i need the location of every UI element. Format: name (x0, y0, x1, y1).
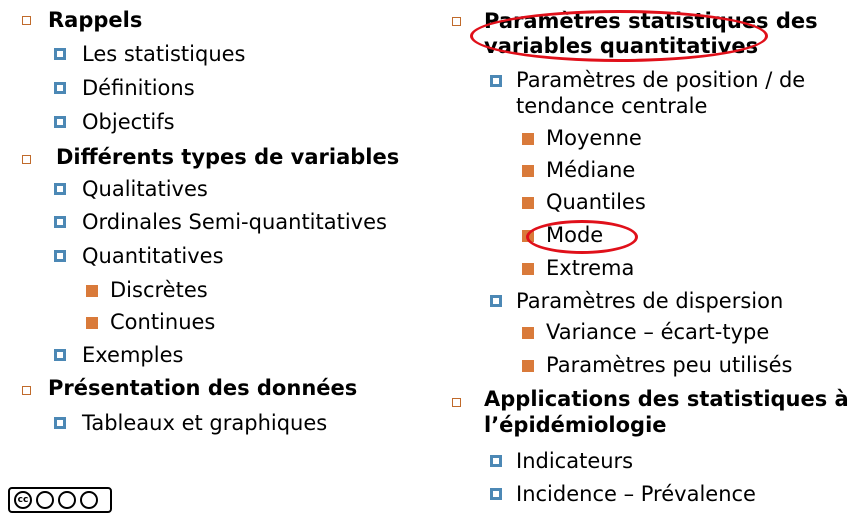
list-item: Continues (110, 310, 216, 334)
list-item: Qualitatives (82, 177, 208, 201)
list-item: Tableaux et graphiques (82, 411, 328, 435)
bullet-icon (452, 398, 461, 407)
section-title-parametres-l2: variables quantitatives (484, 34, 759, 58)
list-item: Paramètres peu utilisés (546, 353, 793, 377)
bullet-icon (490, 75, 502, 87)
bullet-icon (22, 386, 31, 395)
bullet-icon (522, 263, 534, 275)
bullet-icon (54, 216, 66, 228)
section-title-parametres-l1: Paramètres statistiques des (484, 9, 818, 33)
bullet-icon (54, 82, 66, 94)
bullet-icon (22, 155, 31, 164)
highlight-circle (526, 220, 638, 254)
bullet-icon (452, 17, 461, 26)
bullet-icon (522, 165, 534, 177)
bullet-icon (86, 317, 98, 329)
list-item: Ordinales Semi-quantitatives (82, 210, 387, 234)
list-item: Exemples (82, 343, 184, 367)
cc-icon: cc (14, 491, 32, 509)
section-title-presentation: Présentation des données (48, 376, 358, 400)
bullet-icon (522, 133, 534, 145)
cc-license-badge (8, 487, 112, 513)
list-item: Quantitatives (82, 244, 224, 268)
bullet-icon (54, 116, 66, 128)
list-item: Discrètes (110, 278, 208, 302)
section-title-applications-l1: Applications des statistiques à (484, 387, 849, 411)
bullet-icon (522, 197, 534, 209)
highlight-circle (470, 10, 768, 62)
list-item: tendance centrale (516, 94, 708, 118)
bullet-icon (86, 285, 98, 297)
bullet-icon (490, 295, 502, 307)
list-item: Indicateurs (516, 449, 634, 473)
list-item: Mode (546, 223, 604, 247)
nc-icon (58, 491, 76, 509)
bullet-icon (490, 455, 502, 467)
list-item: Moyenne (546, 126, 642, 150)
bullet-icon (522, 327, 534, 339)
list-item: Paramètres de position / de (516, 68, 806, 92)
by-icon (36, 491, 54, 509)
section-title-types: Différents types de variables (56, 145, 400, 169)
list-item: Objectifs (82, 110, 175, 134)
sa-icon (80, 491, 98, 509)
section-title-rappels: Rappels (48, 8, 143, 32)
list-item: Incidence – Prévalence (516, 482, 756, 506)
bullet-icon (22, 16, 31, 25)
bullet-icon (54, 250, 66, 262)
bullet-icon (54, 417, 66, 429)
list-item: Les statistiques (82, 42, 246, 66)
list-item: Médiane (546, 158, 636, 182)
list-item: Paramètres de dispersion (516, 289, 784, 313)
list-item: Définitions (82, 76, 195, 100)
list-item: Variance – écart-type (546, 320, 770, 344)
bullet-icon (54, 183, 66, 195)
bullet-icon (54, 349, 66, 361)
list-item: Extrema (546, 256, 635, 280)
bullet-icon (490, 488, 502, 500)
bullet-icon (522, 360, 534, 372)
section-title-applications-l2: l’épidémiologie (484, 413, 667, 437)
list-item: Quantiles (546, 190, 646, 214)
bullet-icon (54, 48, 66, 60)
